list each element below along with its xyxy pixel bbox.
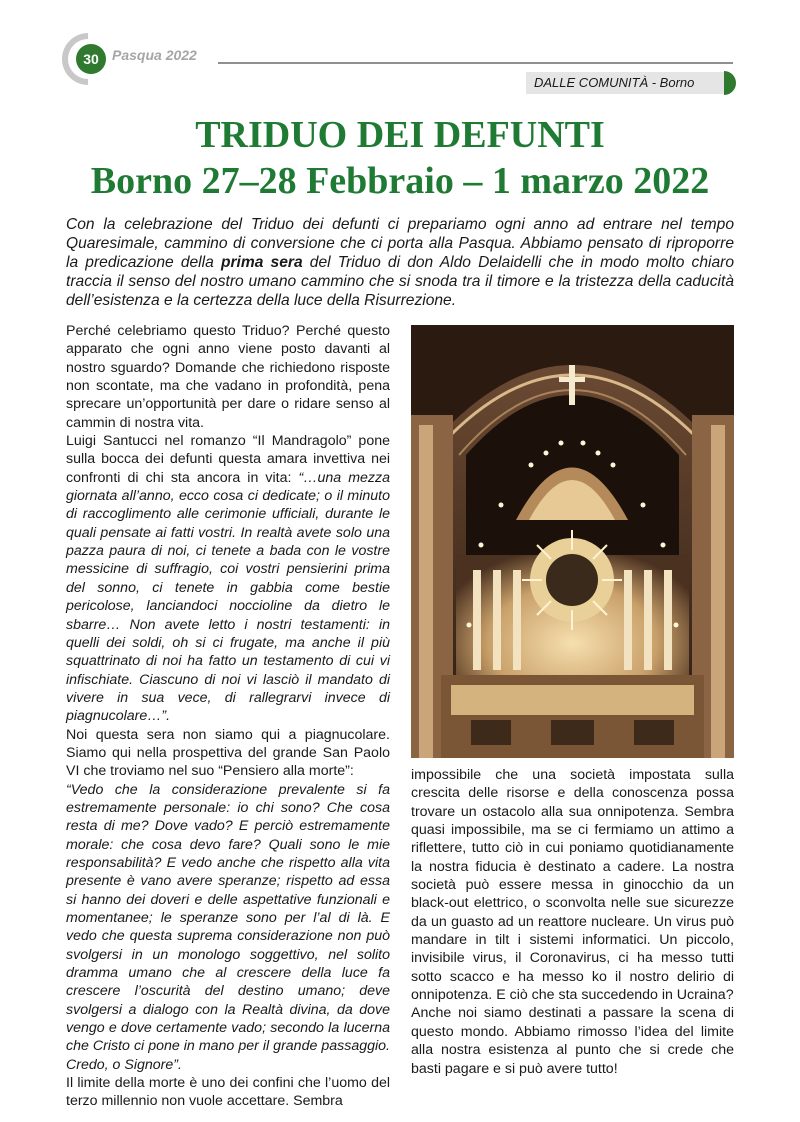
article-lead xyxy=(66,215,734,310)
lead-text-end: del Triduo di don Aldo Delaidelli che in modo molto chiaro traccia il senso del nostro umano cammino che si snoda tra il timore e la tristezza della caducità dell’esistenza e la certezza della luce della Risurrezione. xyxy=(66,254,734,309)
body-paragraph: Il limite della morte è uno dei confini che l’uomo del terzo millennio non vuole accettare. Sembra xyxy=(66,1075,390,1110)
article-subtitle: Borno 27–28 Febbraio – 1 marzo 2022 xyxy=(90,160,710,202)
body-paragraph: Perché celebriamo questo Triduo? Perché questo apparato che ogni anno viene posto davanti al nostro sguardo? Domande che richiedono risposte non scontate, ma che vadano in profondità, pena sprecare un’opportunità per dare o ridare senso al cammin di nostra vita. xyxy=(66,323,390,431)
body-column-right xyxy=(411,766,734,1078)
paolo-vi-quote xyxy=(66,781,390,1075)
body-text: Luigi Santucci nel romanzo “Il Mandragolo” pone sulla bocca dei defunti questa amara invettiva nei confronti di chi sta ancora in vita: xyxy=(66,433,390,486)
article-title: TRIDUO DEI DEFUNTI xyxy=(195,114,605,156)
altar-photo xyxy=(411,325,734,758)
body-paragraph xyxy=(66,432,390,726)
body-paragraph: Anche noi siamo destinati a passare la scena di questo mondo. Abbiamo rimosso l’idea del limite alla nostra esistenza al punto che si crede che basti pagare e si può avere tutto! xyxy=(411,1005,734,1077)
header-rule xyxy=(218,62,733,64)
body-column-left xyxy=(66,322,390,1111)
quote-text: “Vedo che la considerazione prevalente si fa estremamente personale: io chi sono? Che cosa resta di me? Dove vado? E perciò estremamente morale: che cosa devo fare? Quali sono le mie responsabilità? E vedo anche che rispetto alla vita presente è vano avere speranze; rispetto ad essa si hanno dei doveri e delle aspettative funzionali e momentanee; le speranze sono per l’al di là. E vedo che questa suprema considerazione non può svolgersi in un monologo soggettivo, nel solito dramma umano che al crescere della luce fa crescere l’oscurità del destino umano; deve svolgersi a dialogo con la Realtà divina, da dove vengo e dove certamente vado; secondo la lucerna che Cristo ci pone in mano per il grande passaggio. Credo, o Signore”. xyxy=(66,781,390,1073)
lead-bold: prima sera xyxy=(220,254,303,271)
issue-title: Pasqua 2022 xyxy=(112,47,197,63)
body-paragraph: impossibile che una società impostata sulla crescita delle risorse e della conoscenza possa trovare un ostacolo alla sua onnipotenza. Sembra quasi impossibile, ma se ci fermiamo un attimo a riflettere, tutto ciò in cui poniamo quotidianamente la nostra fiducia è destinato a cadere. La nostra società può essere messa in ginocchio da un black-out elettrico, o sconvolta nelle sue sicurezze da un guasto ad un reattore nucleare. Un virus può mandare in tilt i sistemi informatici. Un piccolo, invisibile virus, il Coronavirus, ci ha messo tutti sotto scacco e ha messo ko il nostro delirio di onnipotenza. E ciò che sta succedendo in Ucraina? xyxy=(411,767,734,1004)
section-tab-marker xyxy=(724,71,736,95)
section-label: DALLE COMUNITÀ - Borno xyxy=(534,75,695,90)
page-number: 30 xyxy=(76,44,106,74)
body-paragraph: Noi questa sera non siamo qui a piagnucolare. Siamo qui nella prospettiva del grande San Paolo VI che troviamo nel suo “Pensiero alla morte”: xyxy=(66,726,390,780)
lead-text-start: Con la celebrazione del Triduo dei defunti ci prepariamo ogni anno ad entrare nel tempo Quaresimale, cammino di conversione che ci porta alla Pasqua. Abbiamo pensato di riproporre la predicazione della xyxy=(66,216,734,271)
santucci-quote: “…una mezza giornata all’anno, ecco cosa ci dedicate; o il minuto di raccoglimento alle cerimonie ufficiali, durante le quali pensate ai fatti vostri. In realtà avete solo una pazza paura di noi, ci tenete a bada con le vostre messicine di suffragio, coi vostri pensierini prima del sonno, ci tenete in gabbia come bestie pericolose, lanciandoci noccioline da dietro le sbarre… Non avete letto i nostri testamenti: in quelli dei soldi, oh si ci frugate, ma anche il più squattrinato di noi ha fatto un testamento di cui vi infischiate. Ciascuno di noi vi lasciò il mandato di vivere in sua vece, di rallegrarvi invece di piagnucolare…”. xyxy=(66,469,390,725)
